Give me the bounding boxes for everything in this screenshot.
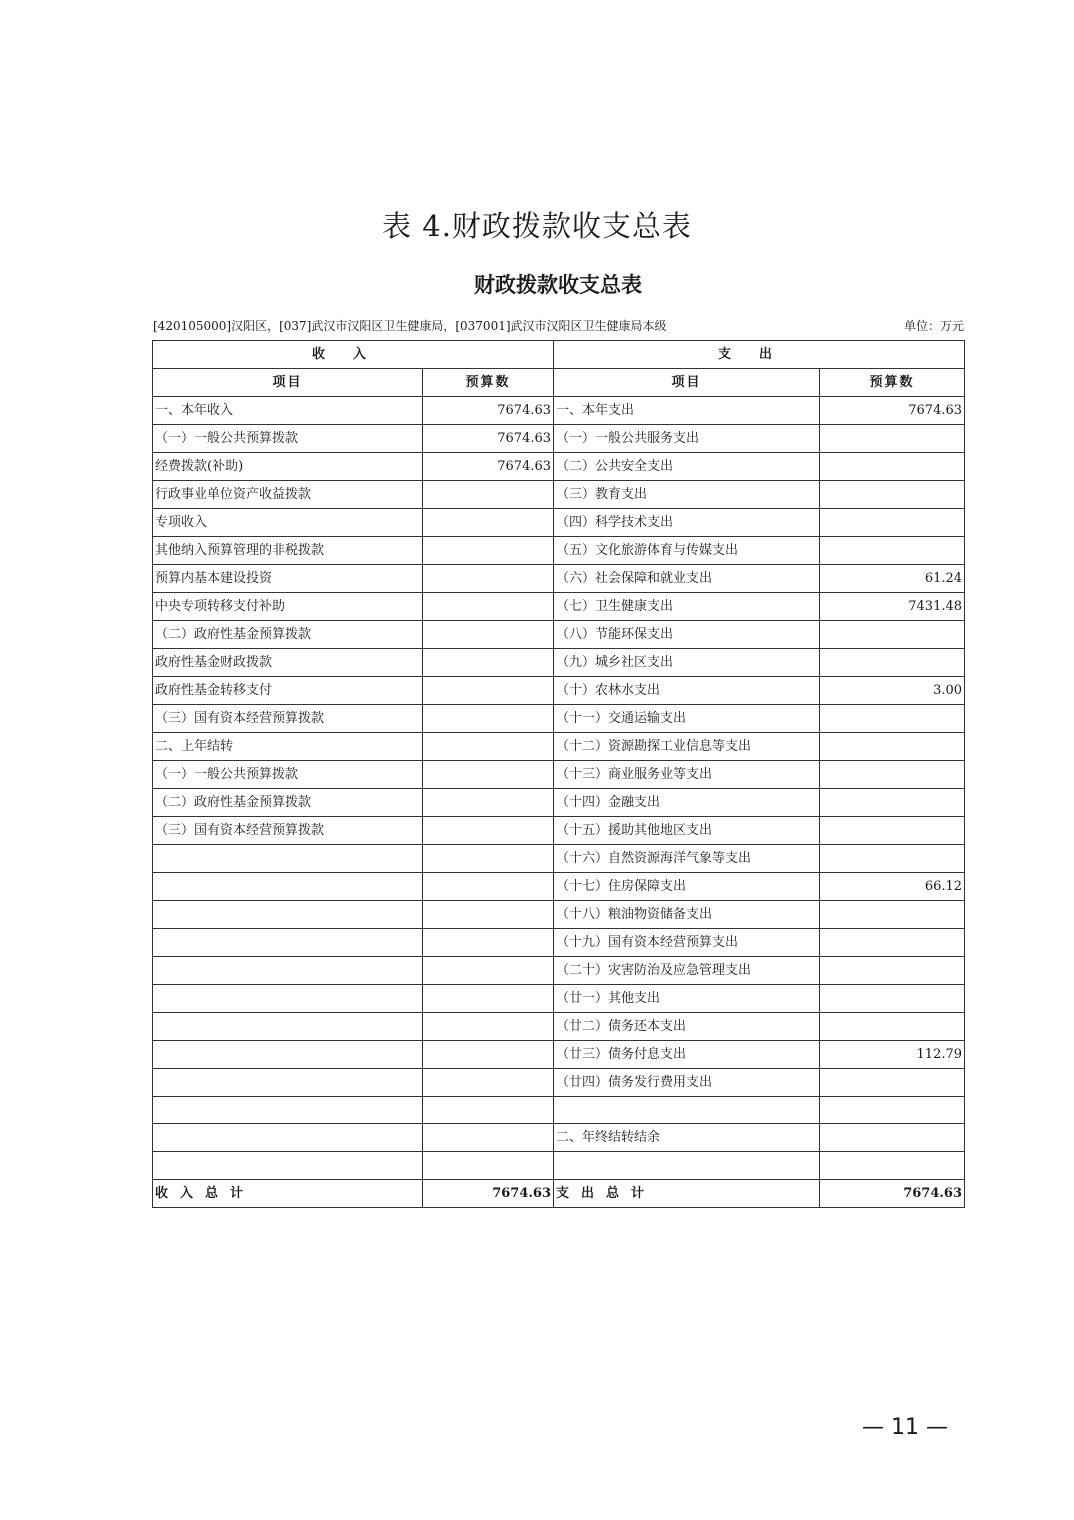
income-item-cell: 政府性基金转移支付 xyxy=(153,677,423,705)
table-row xyxy=(153,789,965,817)
income-amount-cell xyxy=(423,677,554,705)
expense-amount-cell xyxy=(820,705,965,733)
expense-item-cell: （一）一般公共服务支出 xyxy=(554,425,820,453)
income-item-cell: 一、本年收入 xyxy=(153,397,423,425)
expense-amount-cell xyxy=(820,481,965,509)
expense-amount-cell xyxy=(820,789,965,817)
expense-item-cell: （十五）援助其他地区支出 xyxy=(554,817,820,845)
expense-amount-cell: 3.00 xyxy=(820,677,965,705)
income-amount-cell xyxy=(423,733,554,761)
table-row xyxy=(153,901,965,929)
expense-item-cell: （十九）国有资本经营预算支出 xyxy=(554,929,820,957)
income-amount-cell: 7674.63 xyxy=(423,397,554,425)
expense-amount-cell xyxy=(820,621,965,649)
table-row xyxy=(153,537,965,565)
income-amount-cell xyxy=(423,1152,554,1179)
income-total-label: 收入总计 xyxy=(153,1179,423,1207)
income-item-cell xyxy=(153,1097,423,1124)
income-item-cell: 专项收入 xyxy=(153,509,423,537)
budget-table xyxy=(152,340,965,1208)
expense-item-cell: （十三）商业服务业等支出 xyxy=(554,761,820,789)
income-amount-cell xyxy=(423,593,554,621)
table-row xyxy=(153,957,965,985)
income-amount-cell xyxy=(423,481,554,509)
expense-item-cell: （十八）粮油物资储备支出 xyxy=(554,901,820,929)
table-row xyxy=(153,593,965,621)
expense-item-cell: （九）城乡社区支出 xyxy=(554,649,820,677)
income-item-cell: （一）一般公共预算拨款 xyxy=(153,425,423,453)
income-item-cell: （二）政府性基金预算拨款 xyxy=(153,621,423,649)
income-amount-cell xyxy=(423,649,554,677)
income-item-cell: （二）政府性基金预算拨款 xyxy=(153,789,423,817)
income-item-cell xyxy=(153,901,423,929)
table-row xyxy=(153,509,965,537)
income-item-cell xyxy=(153,845,423,873)
income-item-cell xyxy=(153,957,423,985)
expense-item-cell: （八）节能环保支出 xyxy=(554,621,820,649)
table-row xyxy=(153,1069,965,1097)
col-header-expense-item: 项目 xyxy=(554,369,820,397)
income-amount-cell xyxy=(423,621,554,649)
income-amount-cell xyxy=(423,1097,554,1124)
income-amount-cell xyxy=(423,705,554,733)
expense-item-cell: （十六）自然资源海洋气象等支出 xyxy=(554,845,820,873)
expense-amount-cell xyxy=(820,453,965,481)
income-amount-cell: 7674.63 xyxy=(423,453,554,481)
expense-amount-cell xyxy=(820,425,965,453)
income-item-cell: （三）国有资本经营预算拨款 xyxy=(153,817,423,845)
table-row xyxy=(153,1041,965,1069)
expense-amount-cell xyxy=(820,845,965,873)
expense-amount-cell: 7674.63 xyxy=(820,397,965,425)
page-number: — 11 — xyxy=(862,1415,948,1440)
income-amount-cell xyxy=(423,929,554,957)
table-row xyxy=(153,761,965,789)
expense-item-cell: （三）教育支出 xyxy=(554,481,820,509)
expense-amount-cell: 66.12 xyxy=(820,873,965,901)
expense-item-cell: （十七）住房保障支出 xyxy=(554,873,820,901)
income-amount-cell xyxy=(423,985,554,1013)
income-amount-cell xyxy=(423,761,554,789)
expense-amount-cell: 61.24 xyxy=(820,565,965,593)
expense-amount-cell xyxy=(820,957,965,985)
total-row xyxy=(153,1179,965,1207)
table-meta xyxy=(153,316,964,336)
table-row xyxy=(153,481,965,509)
expense-header: 支出 xyxy=(554,341,965,369)
expense-amount-cell xyxy=(820,733,965,761)
expense-amount-cell xyxy=(820,1069,965,1097)
table-row xyxy=(153,425,965,453)
table-row xyxy=(153,677,965,705)
expense-total-label: 支出总计 xyxy=(554,1179,820,1207)
expense-total-amount: 7674.63 xyxy=(820,1179,965,1207)
income-item-cell: 政府性基金财政拨款 xyxy=(153,649,423,677)
expense-amount-cell: 112.79 xyxy=(820,1041,965,1069)
expense-item-cell: （廿一）其他支出 xyxy=(554,985,820,1013)
income-item-cell xyxy=(153,1013,423,1041)
income-item-cell xyxy=(153,929,423,957)
expense-item-cell: （七）卫生健康支出 xyxy=(554,593,820,621)
section-header-row xyxy=(153,341,965,369)
expense-item-cell: （十一）交通运输支出 xyxy=(554,705,820,733)
expense-amount-cell xyxy=(820,1097,965,1124)
expense-item-cell: 一、本年支出 xyxy=(554,397,820,425)
expense-amount-cell xyxy=(820,985,965,1013)
expense-amount-cell xyxy=(820,929,965,957)
table-row xyxy=(153,565,965,593)
income-item-cell: （一）一般公共预算拨款 xyxy=(153,761,423,789)
income-header: 收入 xyxy=(153,341,554,369)
income-item-cell: 其他纳入预算管理的非税拨款 xyxy=(153,537,423,565)
income-amount-cell xyxy=(423,817,554,845)
income-item-cell xyxy=(153,873,423,901)
table-row xyxy=(153,845,965,873)
expense-amount-cell xyxy=(820,649,965,677)
table-row xyxy=(153,649,965,677)
expense-item-cell: （五）文化旅游体育与传媒支出 xyxy=(554,537,820,565)
expense-item-cell: （四）科学技术支出 xyxy=(554,509,820,537)
table-row xyxy=(153,397,965,425)
income-amount-cell xyxy=(423,1013,554,1041)
income-item-cell: 行政事业单位资产收益拨款 xyxy=(153,481,423,509)
expense-amount-cell xyxy=(820,1152,965,1179)
income-item-cell xyxy=(153,1041,423,1069)
col-header-expense-amount: 预算数 xyxy=(820,369,965,397)
expense-amount-cell xyxy=(820,901,965,929)
income-amount-cell xyxy=(423,1041,554,1069)
income-amount-cell xyxy=(423,789,554,817)
table-row xyxy=(153,817,965,845)
income-amount-cell: 7674.63 xyxy=(423,425,554,453)
table-row xyxy=(153,1152,965,1179)
income-amount-cell xyxy=(423,565,554,593)
income-amount-cell xyxy=(423,845,554,873)
expense-item-cell: （廿三）债务付息支出 xyxy=(554,1041,820,1069)
income-amount-cell xyxy=(423,957,554,985)
table-row xyxy=(153,621,965,649)
income-item-cell xyxy=(153,1124,423,1152)
org-label: [420105000]汉阳区，[037]武汉市汉阳区卫生健康局，[037001]武汉市汉阳区卫生健康局本级 xyxy=(153,319,667,333)
table-row xyxy=(153,985,965,1013)
col-header-income-item: 项目 xyxy=(153,369,423,397)
income-item-cell: （三）国有资本经营预算拨款 xyxy=(153,705,423,733)
expense-amount-cell xyxy=(820,817,965,845)
expense-amount-cell xyxy=(820,537,965,565)
expense-item-cell: （六）社会保障和就业支出 xyxy=(554,565,820,593)
income-item-cell xyxy=(153,1152,423,1179)
expense-item-cell: （二十）灾害防治及应急管理支出 xyxy=(554,957,820,985)
expense-amount-cell xyxy=(820,1124,965,1152)
table-title: 财政拨款收支总表 xyxy=(474,272,642,297)
income-amount-cell xyxy=(423,873,554,901)
expense-item-cell: （廿二）债务还本支出 xyxy=(554,1013,820,1041)
expense-item-cell: （二）公共安全支出 xyxy=(554,453,820,481)
expense-item-cell xyxy=(554,1097,820,1124)
page-title: 表 4.财政拨款收支总表 xyxy=(382,209,692,243)
income-item-cell xyxy=(153,1069,423,1097)
table-row xyxy=(153,453,965,481)
income-amount-cell xyxy=(423,537,554,565)
income-item-cell xyxy=(153,985,423,1013)
table-row xyxy=(153,1097,965,1124)
col-header-income-amount: 预算数 xyxy=(423,369,554,397)
income-total-amount: 7674.63 xyxy=(423,1179,554,1207)
expense-item-cell xyxy=(554,1152,820,1179)
expense-item-cell: 二、年终结转结余 xyxy=(554,1124,820,1152)
table-row xyxy=(153,733,965,761)
income-amount-cell xyxy=(423,509,554,537)
income-amount-cell xyxy=(423,901,554,929)
expense-item-cell: （十四）金融支出 xyxy=(554,789,820,817)
table-row xyxy=(153,705,965,733)
column-header-row xyxy=(153,369,965,397)
expense-amount-cell xyxy=(820,509,965,537)
unit-label: 单位：万元 xyxy=(903,319,964,333)
table-row xyxy=(153,1013,965,1041)
income-amount-cell xyxy=(423,1124,554,1152)
table-row xyxy=(153,929,965,957)
expense-amount-cell xyxy=(820,1013,965,1041)
income-item-cell: 经费拨款(补助) xyxy=(153,453,423,481)
expense-amount-cell xyxy=(820,761,965,789)
income-item-cell: 二、上年结转 xyxy=(153,733,423,761)
expense-amount-cell: 7431.48 xyxy=(820,593,965,621)
table-row xyxy=(153,873,965,901)
income-item-cell: 中央专项转移支付补助 xyxy=(153,593,423,621)
table-row xyxy=(153,1124,965,1152)
income-amount-cell xyxy=(423,1069,554,1097)
expense-item-cell: （十二）资源勘探工业信息等支出 xyxy=(554,733,820,761)
expense-item-cell: （十）农林水支出 xyxy=(554,677,820,705)
income-item-cell: 预算内基本建设投资 xyxy=(153,565,423,593)
expense-item-cell: （廿四）债务发行费用支出 xyxy=(554,1069,820,1097)
